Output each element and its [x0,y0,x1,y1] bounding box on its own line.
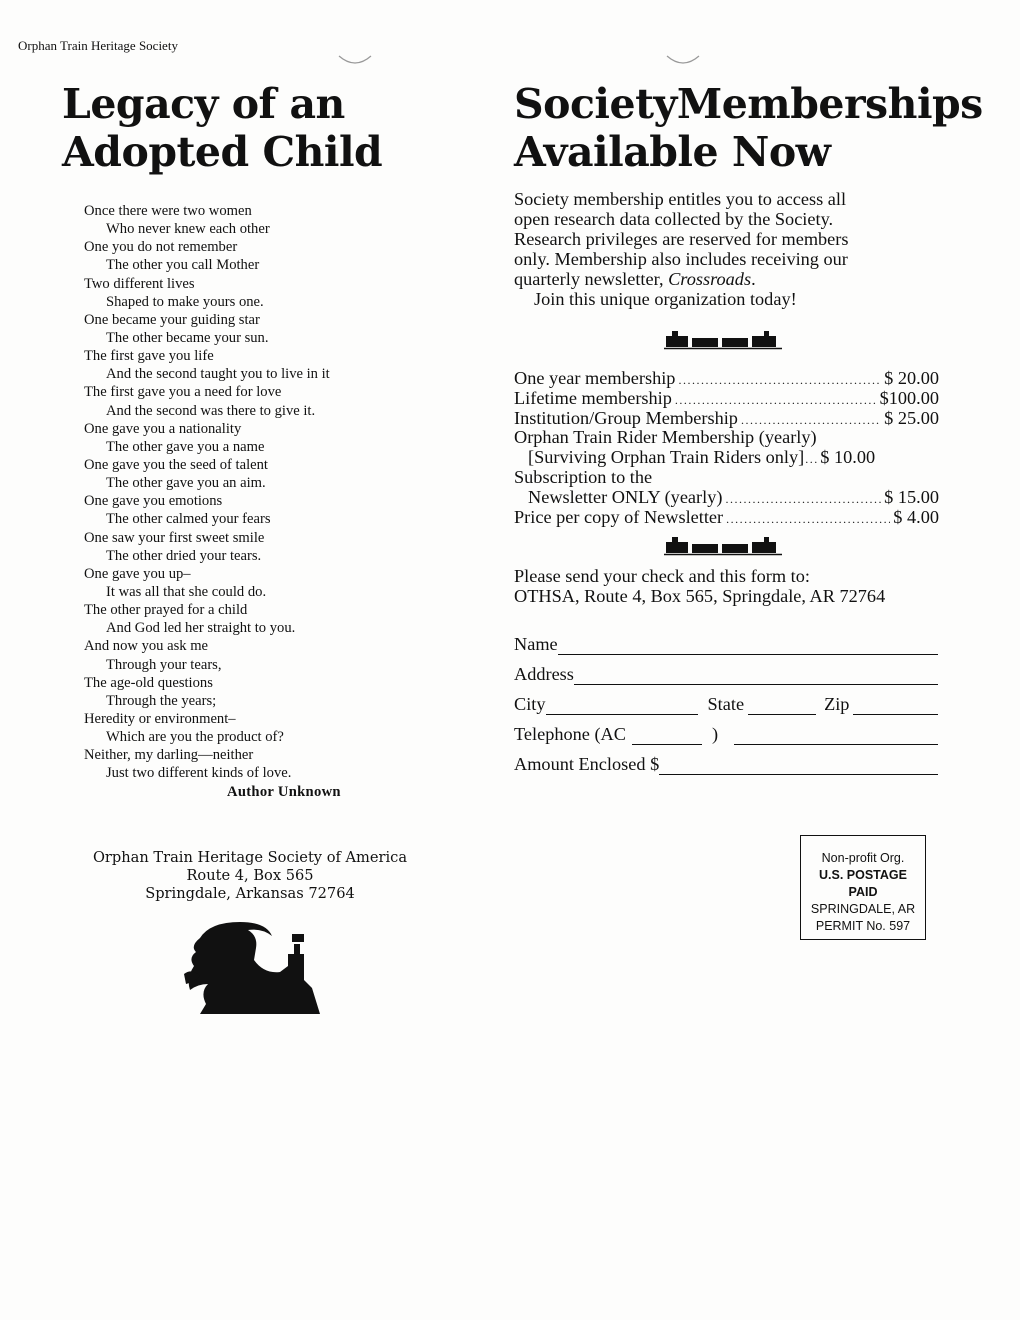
price-label: [Surviving Orphan Train Riders only] [528,447,805,468]
poem-line: And the second was there to give it. [106,402,316,419]
orphan-train-logo-icon [170,918,322,1026]
train-divider-icon [664,536,782,556]
price-label: One year membership [514,368,676,388]
intro-line [514,269,934,289]
indicia-line: U.S. POSTAGE [819,868,907,882]
send-line: Please send your check and this form to: [514,566,810,586]
form-row-telephone [514,715,938,745]
state-field[interactable] [748,694,816,715]
price-amount: $ 25.00 [884,407,939,428]
mailing-org-name: Orphan Train Heritage Society of America [92,849,408,866]
form-row-amount [514,745,938,775]
poem-line: Heredity or environment– [84,710,236,727]
poem-line: One became your guiding star [84,311,260,328]
price-row [514,369,939,389]
poem-line: The other you call Mother [106,257,260,274]
membership-title [514,80,994,176]
poem-line: One gave you up– [84,565,191,582]
indicia-line: SPRINGDALE, AR [810,902,916,916]
city-field[interactable] [546,694,698,715]
dot-leader [805,450,819,470]
hole-punch-mark [335,52,375,68]
poem-line: One you do not remember [84,239,238,256]
poem-line: It was all that she could do. [106,583,267,600]
area-code-field[interactable] [632,724,702,745]
dot-leader [678,371,881,391]
paren-close: ) [711,724,719,744]
state-label: State [707,694,745,714]
price-label: Lifetime membership [514,387,672,408]
zip-label: Zip [824,694,850,714]
poem-line: Through your tears, [106,656,222,673]
poem-line: Shaped to make yours one. [106,293,264,310]
price-amount: $ 20.00 [884,368,939,388]
poem-title [62,80,422,176]
membership-form [514,625,938,775]
mailing-street: Route 4, Box 565 [186,867,314,884]
intro-line: Research privileges are reserved for members [514,229,849,249]
hole-punch-mark [663,52,703,68]
poem-line: The other gave you a name [106,438,265,455]
zip-field[interactable] [853,694,938,715]
poem-line: One gave you emotions [84,493,223,510]
address-label: Address [514,664,574,684]
postage-indicia [800,835,926,940]
poem-line: Two different lives [84,275,195,292]
membership-title-line-1: SocietyMemberships [514,80,983,128]
poem-author: Author Unknown [227,783,341,800]
poem-line: Neither, my darling—neither [84,747,254,764]
poem-line: Through the years; [106,692,217,709]
poem-line: The age-old questions [84,674,213,691]
price-label: Institution/Group Membership [514,407,738,428]
poem-line: The other prayed for a child [84,602,248,619]
poem-line: The other calmed your fears [106,511,271,528]
price-amount: $ 15.00 [884,486,939,507]
intro-line: Join this unique organization today! [534,289,797,309]
telephone-field[interactable] [734,724,938,745]
poem-line: The other became your sun. [106,329,269,346]
price-amount: $ 4.00 [893,506,939,527]
intro-line: Society membership entitles you to access all [514,189,847,209]
price-row [514,409,939,429]
membership-intro [514,189,934,309]
city-label: City [514,694,546,714]
price-row-heading [514,468,939,488]
form-row-address [514,655,938,685]
poem-line: The other dried your tears. [106,547,262,564]
poem-body [84,202,414,801]
indicia-line: PERMIT No. 597 [815,919,911,933]
telephone-label: Telephone (AC [514,724,626,744]
membership-prices [514,369,939,527]
poem-line: Which are you the product of? [106,729,284,746]
poem-line: The first gave you a need for love [84,384,282,401]
poem-line: The first gave you life [84,348,214,365]
indicia-line: Non-profit Org. [821,851,905,865]
price-row [514,488,939,508]
poem-line: Who never knew each other [106,221,270,238]
intro-line: only. Membership also includes receiving our [514,249,848,269]
mailing-address [70,849,430,903]
price-row [514,389,939,409]
poem-line: And God led her straight to you. [106,620,296,637]
poem-line: One gave you the seed of talent [84,456,268,473]
price-row [514,448,939,468]
poem-line: The other gave you an aim. [106,475,266,492]
send-instructions [514,566,944,606]
price-amount: $ 10.00 [820,447,876,468]
price-amount: $100.00 [879,387,939,408]
train-divider-icon [664,330,782,350]
dot-leader [725,490,881,510]
membership-title-line-2: Available Now [514,128,831,176]
poem-line: And the second taught you to live in it [106,366,330,383]
intro-text: quarterly newsletter, [514,269,669,289]
amount-field[interactable] [659,754,938,775]
poem-line: Once there were two women [84,203,252,219]
send-address: OTHSA, Route 4, Box 565, Springdale, AR 72764 [514,586,886,606]
dot-leader [726,510,890,530]
name-label: Name [514,634,558,654]
intro-text: . [751,269,756,289]
mailing-city: Springdale, Arkansas 72764 [145,885,355,902]
newsletter-name: Crossroads [668,269,752,289]
page-header-text: Orphan Train Heritage Society [18,38,178,53]
amount-label: Amount Enclosed $ [514,754,660,774]
intro-line: open research data collected by the Society. [514,209,834,229]
address-field[interactable] [574,664,938,685]
poem-line: Just two different kinds of love. [106,765,292,782]
form-row-name [514,625,938,655]
indicia-line: PAID [848,885,878,899]
price-label: Newsletter ONLY (yearly) [528,486,723,507]
price-label: Subscription to the [514,466,653,487]
price-row-heading [514,428,939,448]
poem-line: And now you ask me [84,638,209,655]
price-label: Orphan Train Rider Membership (yearly) [514,427,817,448]
poem-title-line-1: Legacy of an [62,80,345,128]
price-label: Price per copy of Newsletter [514,506,724,527]
name-field[interactable] [558,634,938,655]
form-row-city [514,685,938,715]
price-row [514,508,939,528]
poem-line: One saw your first sweet smile [84,529,265,546]
poem-title-line-2: Adopted Child [62,128,383,176]
poem-line: One gave you a nationality [84,420,242,437]
